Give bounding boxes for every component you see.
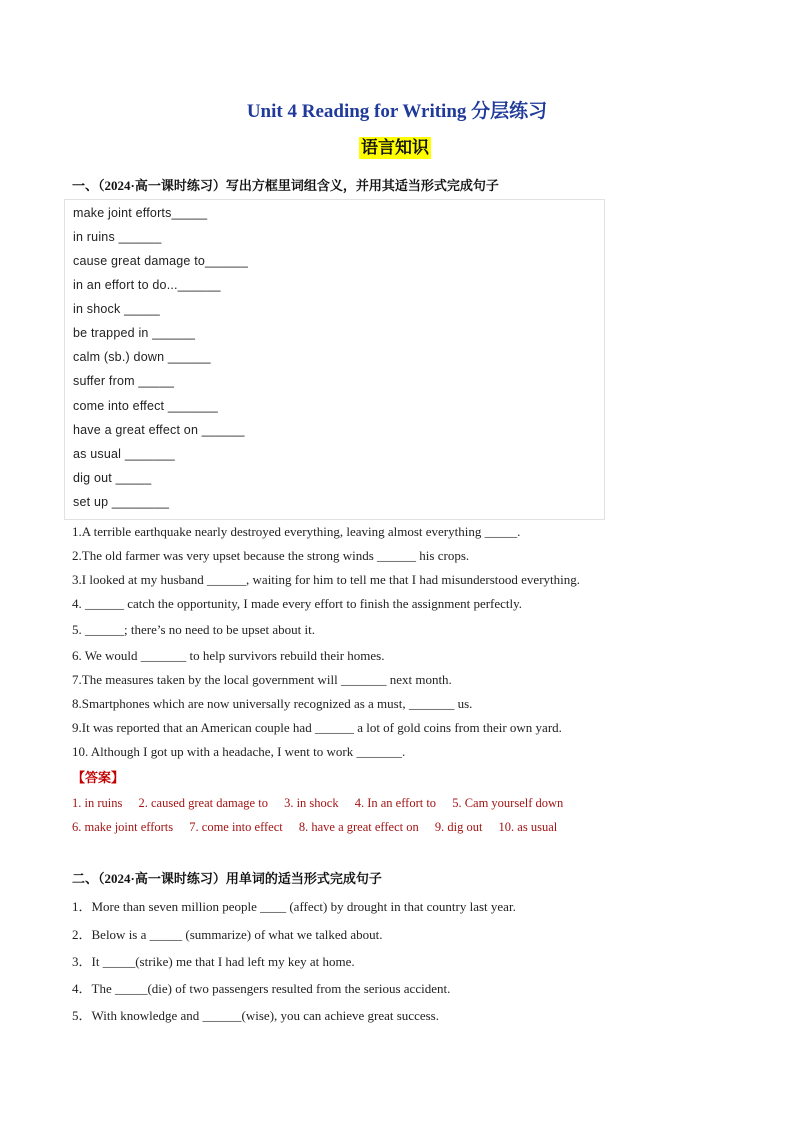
phrase-item: in an effort to do...______ bbox=[73, 278, 221, 292]
phrase-item: dig out _____ bbox=[73, 471, 152, 485]
answer-item: 6. make joint efforts bbox=[72, 820, 174, 834]
exercise-sentence: 6. We would _______ to help survivors rebuild their homes. bbox=[72, 648, 385, 663]
phrase-item: in ruins ______ bbox=[73, 230, 162, 244]
page-title: Unit 4 Reading for Writing 分层练习 bbox=[246, 101, 548, 122]
answer-heading: 【答案】 bbox=[72, 770, 125, 785]
answer-row bbox=[72, 820, 570, 835]
section-subtitle: 语言知识 bbox=[361, 138, 429, 157]
phrase-item: make joint efforts_____ bbox=[73, 206, 208, 220]
phrase-item: calm (sb.) down ______ bbox=[73, 350, 211, 364]
exercise-sentence: 5．With knowledge and ______(wise), you can achieve great success. bbox=[72, 1008, 439, 1023]
exercise-sentence: 1.A terrible earthquake nearly destroyed everything, leaving almost everything _____. bbox=[72, 524, 521, 539]
answer-item: 1. in ruins bbox=[72, 796, 123, 810]
answer-row bbox=[72, 796, 576, 811]
exercise-sentence: 8.Smartphones which are now universally recognized as a must, _______ us. bbox=[72, 696, 473, 711]
phrase-item: set up ________ bbox=[73, 495, 170, 509]
answer-item: 7. come into effect bbox=[189, 820, 283, 834]
answer-item: 4. In an effort to bbox=[354, 796, 437, 810]
phrase-item: be trapped in ______ bbox=[73, 326, 196, 340]
answer-item: 8. have a great effect on bbox=[298, 820, 419, 834]
phrase-item: have a great effect on ______ bbox=[73, 423, 245, 437]
exercise-sentence: 4. ______ catch the opportunity, I made every effort to finish the assignment perfectly. bbox=[72, 596, 523, 611]
exercise-sentence: 7.The measures taken by the local government will _______ next month. bbox=[72, 672, 452, 687]
phrase-item: cause great damage to______ bbox=[73, 254, 248, 268]
exercise-sentence: 9.It was reported that an American couple had ______ a lot of gold coins from their own yard. bbox=[72, 720, 562, 735]
exercise-sentence: 3.I looked at my husband ______, waiting for him to tell me that I had misunderstood everything. bbox=[72, 572, 580, 587]
phrase-item: in shock _____ bbox=[73, 302, 160, 316]
section-1-heading: 一、（2024·高一课时练习）写出方框里词组含义，并用其适当形式完成句子 bbox=[72, 178, 499, 193]
phrase-item: come into effect _______ bbox=[73, 399, 218, 413]
answer-item: 10. as usual bbox=[498, 820, 558, 834]
answer-item: 2. caused great damage to bbox=[138, 796, 268, 810]
answer-item: 9. dig out bbox=[434, 820, 483, 834]
exercise-sentence: 10. Although I got up with a headache, I went to work _______. bbox=[72, 744, 406, 759]
exercise-sentence: 4．The _____(die) of two passengers resulted from the serious accident. bbox=[72, 981, 451, 996]
exercise-sentence: 3．It _____(strike) me that I had left my key at home. bbox=[72, 954, 355, 969]
phrase-item: as usual _______ bbox=[73, 447, 175, 461]
exercise-sentence: 2.The old farmer was very upset because the strong winds ______ his crops. bbox=[72, 548, 470, 563]
answer-item: 3. in shock bbox=[284, 796, 339, 810]
phrase-item: suffer from _____ bbox=[73, 374, 175, 388]
exercise-sentence: 1．More than seven million people ____ (affect) by drought in that country last year. bbox=[72, 899, 516, 914]
section-2-heading: 二、（2024·高一课时练习）用单词的适当形式完成句子 bbox=[72, 871, 382, 886]
exercise-sentence: 5. ______; there’s no need to be upset about it. bbox=[72, 622, 315, 637]
phrase-box bbox=[64, 199, 605, 520]
exercise-sentence: 2．Below is a _____ (summarize) of what we talked about. bbox=[72, 927, 383, 942]
answer-item: 5. Cam yourself down bbox=[452, 796, 564, 810]
